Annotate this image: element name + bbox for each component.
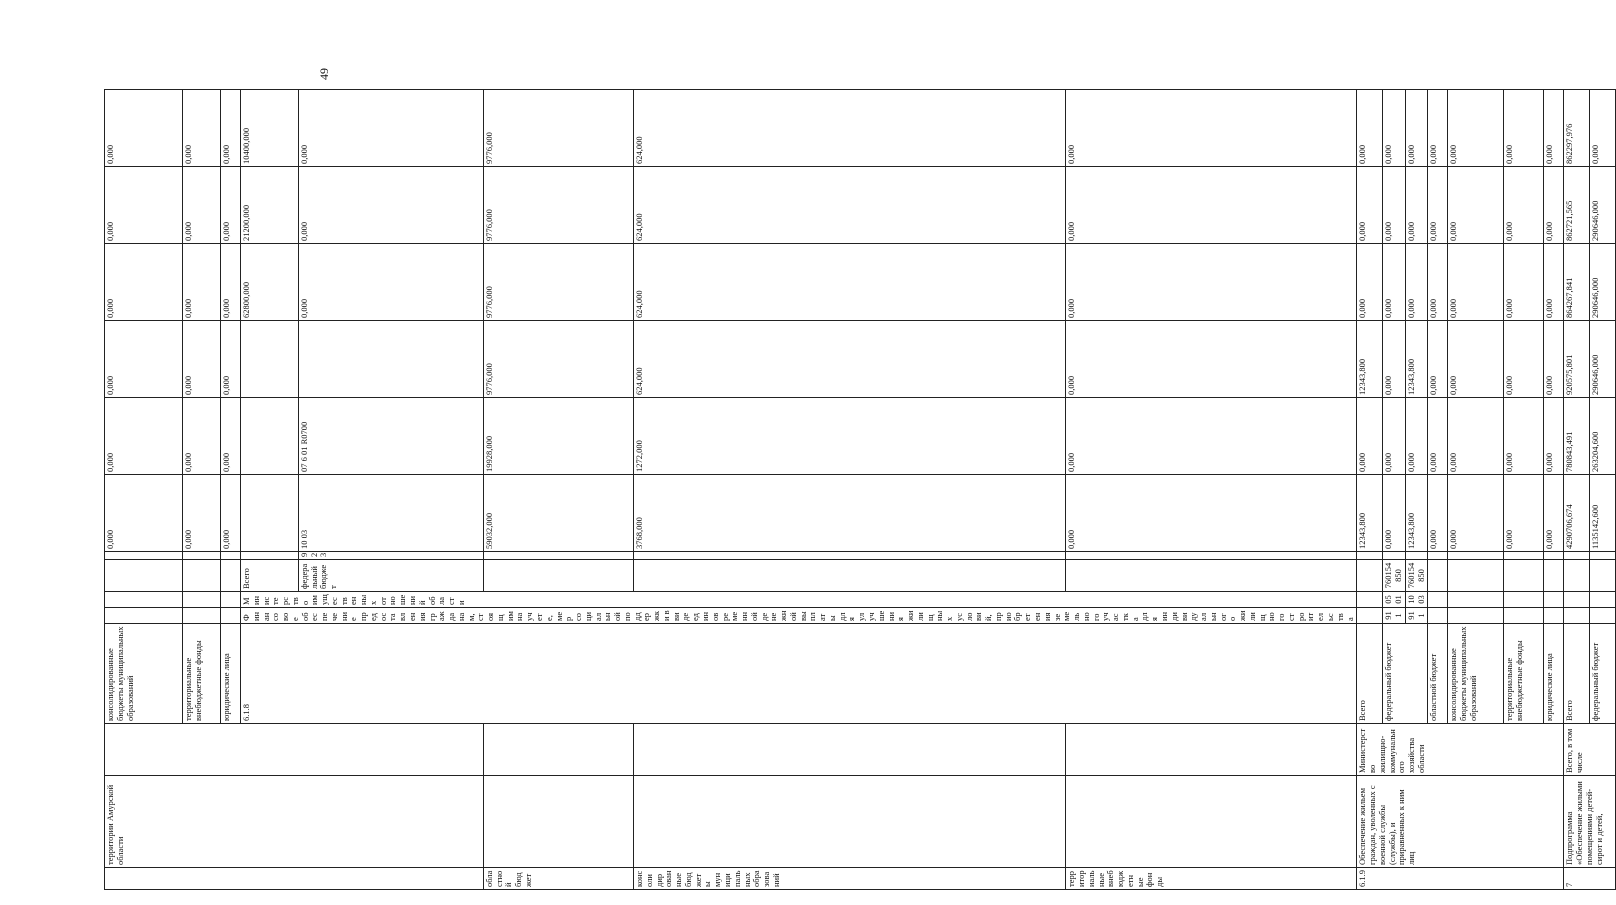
code-cell: 911	[1405, 608, 1428, 624]
amount-cell: 624,000	[634, 321, 1066, 398]
table-cell: 0,000	[221, 398, 241, 475]
code-cell	[1564, 608, 1590, 624]
row-number: 6.1.9	[1357, 868, 1564, 890]
code-cell: 911	[1383, 608, 1406, 624]
code-cell: 10 03	[1405, 592, 1428, 608]
source-cell: территориальные внебюджетные фонды	[1504, 624, 1544, 724]
table-cell: 0,000	[183, 398, 221, 475]
code-cell	[1590, 592, 1616, 608]
code-cell	[1544, 552, 1564, 560]
code-cell	[1564, 560, 1590, 592]
amount-cell: 0,000	[1504, 321, 1544, 398]
code-cell	[1544, 560, 1564, 592]
amount-cell: 0,000	[1357, 167, 1383, 244]
table-cell	[241, 398, 299, 475]
table-cell	[105, 552, 183, 560]
amount-cell: 0,000	[1357, 244, 1383, 321]
amount-cell: 0,000	[221, 167, 241, 244]
amount-cell: 0,000	[1383, 398, 1406, 475]
table-cell: территориальные внебюджетные фонды	[1066, 868, 1357, 890]
code-cell	[1357, 592, 1383, 608]
table-cell: 923	[298, 552, 483, 560]
amount-cell: 9776,000	[483, 321, 633, 398]
amount-cell: 0,000	[1383, 321, 1406, 398]
table-cell	[1066, 724, 1357, 776]
table-row	[1357, 90, 1383, 890]
amount-cell: 0,000	[105, 398, 183, 475]
amount-cell: 0,000	[1066, 398, 1357, 475]
amount-cell: 0,000	[221, 90, 241, 167]
table-cell: 6.1.8	[241, 624, 1357, 724]
table-cell	[183, 592, 221, 608]
code-cell	[1383, 552, 1406, 560]
row-number: 7	[1564, 868, 1616, 890]
table-row	[1066, 90, 1357, 890]
amount-cell: 0,000	[1544, 475, 1564, 552]
table-cell: 0,000	[221, 475, 241, 552]
amount-cell: 9776,000	[483, 244, 633, 321]
table-cell	[241, 552, 299, 560]
amount-cell: 9776,000	[483, 167, 633, 244]
amount-cell: 0,000	[1357, 398, 1383, 475]
code-cell: 05 01	[1383, 592, 1406, 608]
code-cell	[1544, 608, 1564, 624]
table-cell	[183, 608, 221, 624]
amount-cell: 12343,800	[1357, 475, 1383, 552]
amount-cell: 0,000	[1504, 244, 1544, 321]
table-cell: 0,000	[183, 321, 221, 398]
amount-cell: 59032,000	[483, 475, 633, 552]
amount-cell: 0,000	[1504, 90, 1544, 167]
amount-cell: 3768,000	[634, 475, 1066, 552]
amount-cell: 862721,565	[1564, 167, 1590, 244]
amount-cell: 0,000	[1066, 244, 1357, 321]
table-cell: консолидированные бюджеты муниципальных образований	[105, 624, 183, 724]
amount-cell: 0,000	[1066, 321, 1357, 398]
table-cell	[1066, 776, 1357, 868]
table-cell	[105, 724, 484, 776]
table-cell	[483, 724, 633, 776]
code-cell: 760154 850	[1405, 560, 1428, 592]
amount-cell: 624,000	[634, 90, 1066, 167]
amount-cell: 290646,000	[1590, 244, 1616, 321]
budget-table	[104, 89, 1616, 890]
amount-cell: 263204,600	[1590, 398, 1616, 475]
budget-table-container	[104, 90, 1604, 890]
amount-cell: 290646,000	[1590, 167, 1616, 244]
amount-cell: 920575,801	[1564, 321, 1590, 398]
code-cell	[1357, 608, 1383, 624]
code-cell	[1448, 592, 1504, 608]
amount-cell: 0,000	[1357, 90, 1383, 167]
amount-cell: 0,000	[105, 321, 183, 398]
page-number: 49	[316, 68, 331, 80]
amount-cell: 0,000	[1504, 475, 1544, 552]
amount-cell: 19928,000	[483, 398, 633, 475]
row-executor: Министерство жилищно-коммунального хозяйства области	[1357, 724, 1564, 776]
amount-cell: 780843,491	[1564, 398, 1590, 475]
amount-cell: 0,000	[1428, 398, 1448, 475]
amount-cell: 0,000	[1448, 398, 1504, 475]
amount-cell: 290646,000	[1590, 321, 1616, 398]
code-cell	[1590, 608, 1616, 624]
amount-cell: 12343,800	[1405, 475, 1428, 552]
amount-cell: 0,000	[1428, 90, 1448, 167]
source-cell: юридические лица	[1544, 624, 1564, 724]
row-name: Подпрограмма «Обеспечение жилыми помещениями детей-сирот и детей,	[1564, 776, 1616, 868]
table-cell: консолидированные бюджеты муниципальных образований	[634, 868, 1066, 890]
amount-cell: 0,000	[105, 167, 183, 244]
code-cell	[1405, 552, 1428, 560]
amount-cell: 0,000	[221, 244, 241, 321]
table-cell: 0,000	[298, 167, 483, 244]
amount-cell: 0,000	[183, 244, 221, 321]
table-cell	[221, 608, 241, 624]
amount-cell: 0,000	[183, 167, 221, 244]
amount-cell: 0,000	[105, 90, 183, 167]
code-cell	[1564, 552, 1590, 560]
amount-cell: 0,000	[1405, 244, 1428, 321]
table-cell	[634, 560, 1066, 592]
table-cell: 0,000	[298, 244, 483, 321]
table-cell: федеральный бюджет	[298, 560, 483, 592]
source-cell: федеральный бюджет	[1590, 624, 1616, 724]
table-cell	[634, 776, 1066, 868]
rotated-page-area	[104, 90, 1604, 890]
amount-cell: 0,000	[1066, 90, 1357, 167]
amount-cell: 0,000	[1544, 167, 1564, 244]
amount-cell: 624,000	[634, 244, 1066, 321]
table-row	[105, 90, 183, 890]
amount-cell: 0,000	[105, 475, 183, 552]
amount-cell: 0,000	[1590, 90, 1616, 167]
amount-cell: 1135142,600	[1590, 475, 1616, 552]
table-cell	[1066, 560, 1357, 592]
code-cell	[1504, 608, 1544, 624]
table-cell	[241, 321, 299, 398]
amount-cell: 0,000	[1448, 90, 1504, 167]
amount-cell: 0,000	[1448, 475, 1504, 552]
table-cell	[298, 321, 483, 398]
table-cell	[183, 552, 221, 560]
table-cell: 0,000	[298, 90, 483, 167]
code-cell	[1428, 552, 1448, 560]
amount-cell: 0,000	[1428, 244, 1448, 321]
code-cell	[1590, 552, 1616, 560]
code-cell	[1590, 560, 1616, 592]
amount-cell: 0,000	[1405, 167, 1428, 244]
amount-cell: 0,000	[1405, 398, 1428, 475]
amount-cell: 0,000	[1383, 244, 1406, 321]
table-cell	[105, 592, 183, 608]
code-cell: 760154 850	[1383, 560, 1406, 592]
table-cell: юридические лица	[221, 624, 241, 724]
amount-cell: 0,000	[1383, 167, 1406, 244]
amount-cell: 0,000	[1544, 90, 1564, 167]
amount-cell: 0,000	[1504, 398, 1544, 475]
amount-cell: 0,000	[183, 90, 221, 167]
code-cell	[1357, 560, 1383, 592]
table-cell	[221, 552, 241, 560]
amount-cell: 0,000	[1383, 90, 1406, 167]
amount-cell: 21200,000	[241, 167, 299, 244]
table-cell: Всего	[241, 560, 299, 592]
table-cell: территориальные внебюджетные фонды	[183, 624, 221, 724]
row-name: Обеспечение жильем граждан, уволенных с военной службы (службы), и приравненных к ним лиц	[1357, 776, 1564, 868]
source-cell: федеральный бюджет	[1383, 624, 1428, 724]
table-cell: 0,000	[221, 321, 241, 398]
table-cell: территории Амурской области	[105, 776, 484, 868]
table-cell	[105, 608, 183, 624]
table-cell: 10 03	[298, 475, 483, 552]
code-cell	[1428, 560, 1448, 592]
table-cell	[634, 724, 1066, 776]
code-cell	[1504, 592, 1544, 608]
table-cell	[483, 560, 633, 592]
amount-cell: 0,000	[1428, 167, 1448, 244]
table-cell: областной бюджет	[483, 868, 633, 890]
table-cell	[221, 592, 241, 608]
table-cell	[1066, 552, 1357, 560]
source-cell: консолидированные бюджеты муниципальных образований	[1448, 624, 1504, 724]
table-cell: 07 6 01 R0700	[298, 398, 483, 475]
amount-cell: 12343,800	[1357, 321, 1383, 398]
code-cell	[1448, 560, 1504, 592]
source-cell: Всего	[1357, 624, 1383, 724]
code-cell	[1504, 560, 1544, 592]
code-cell	[1544, 592, 1564, 608]
code-cell	[1357, 552, 1383, 560]
source-cell: областной бюджет	[1428, 624, 1448, 724]
amount-cell: 9776,000	[483, 90, 633, 167]
amount-cell: 0,000	[1504, 167, 1544, 244]
amount-cell: 0,000	[1448, 167, 1504, 244]
amount-cell: 12343,800	[1405, 321, 1428, 398]
table-cell	[483, 552, 633, 560]
amount-cell: 0,000	[1066, 167, 1357, 244]
table-row	[1564, 90, 1590, 890]
code-cell	[1448, 552, 1504, 560]
table-cell	[105, 868, 484, 890]
amount-cell: 0,000	[1544, 244, 1564, 321]
table-cell	[183, 560, 221, 592]
amount-cell: 0,000	[1405, 90, 1428, 167]
table-cell: Министерство имущественных отношений области	[241, 592, 1357, 608]
row-executor: Всего, в том числе	[1564, 724, 1616, 776]
table-cell: Финансовое обеспечение предоставления гражданам, стоящим на учете, мер социальной поддержки в виде единовременной денежной выплаты для улучшения жилищных условий, приобретения земельного участка для индивидуального жилищного строительства	[241, 608, 1357, 624]
amount-cell: 0,000	[1448, 321, 1504, 398]
source-cell: Всего	[1564, 624, 1590, 724]
code-cell	[1448, 608, 1504, 624]
code-cell	[1428, 608, 1448, 624]
amount-cell: 864267,841	[1564, 244, 1590, 321]
amount-cell: 0,000	[1428, 475, 1448, 552]
amount-cell: 0,000	[1544, 321, 1564, 398]
code-cell	[1428, 592, 1448, 608]
code-cell	[1564, 592, 1590, 608]
amount-cell: 62800,000	[241, 244, 299, 321]
table-row	[483, 90, 633, 890]
table-cell	[241, 475, 299, 552]
amount-cell: 862297,976	[1564, 90, 1590, 167]
amount-cell: 1272,000	[634, 398, 1066, 475]
code-cell	[1504, 552, 1544, 560]
amount-cell: 10400,000	[241, 90, 299, 167]
table-cell	[634, 552, 1066, 560]
table-cell: 0,000	[183, 475, 221, 552]
amount-cell: 0,000	[1066, 475, 1357, 552]
table-row	[634, 90, 1066, 890]
table-cell	[105, 560, 183, 592]
table-cell	[483, 776, 633, 868]
amount-cell: 0,000	[1383, 475, 1406, 552]
amount-cell: 4290706,674	[1564, 475, 1590, 552]
amount-cell: 0,000	[105, 244, 183, 321]
amount-cell: 0,000	[1448, 244, 1504, 321]
amount-cell: 624,000	[634, 167, 1066, 244]
table-cell	[221, 560, 241, 592]
amount-cell: 0,000	[1544, 398, 1564, 475]
amount-cell: 0,000	[1428, 321, 1448, 398]
